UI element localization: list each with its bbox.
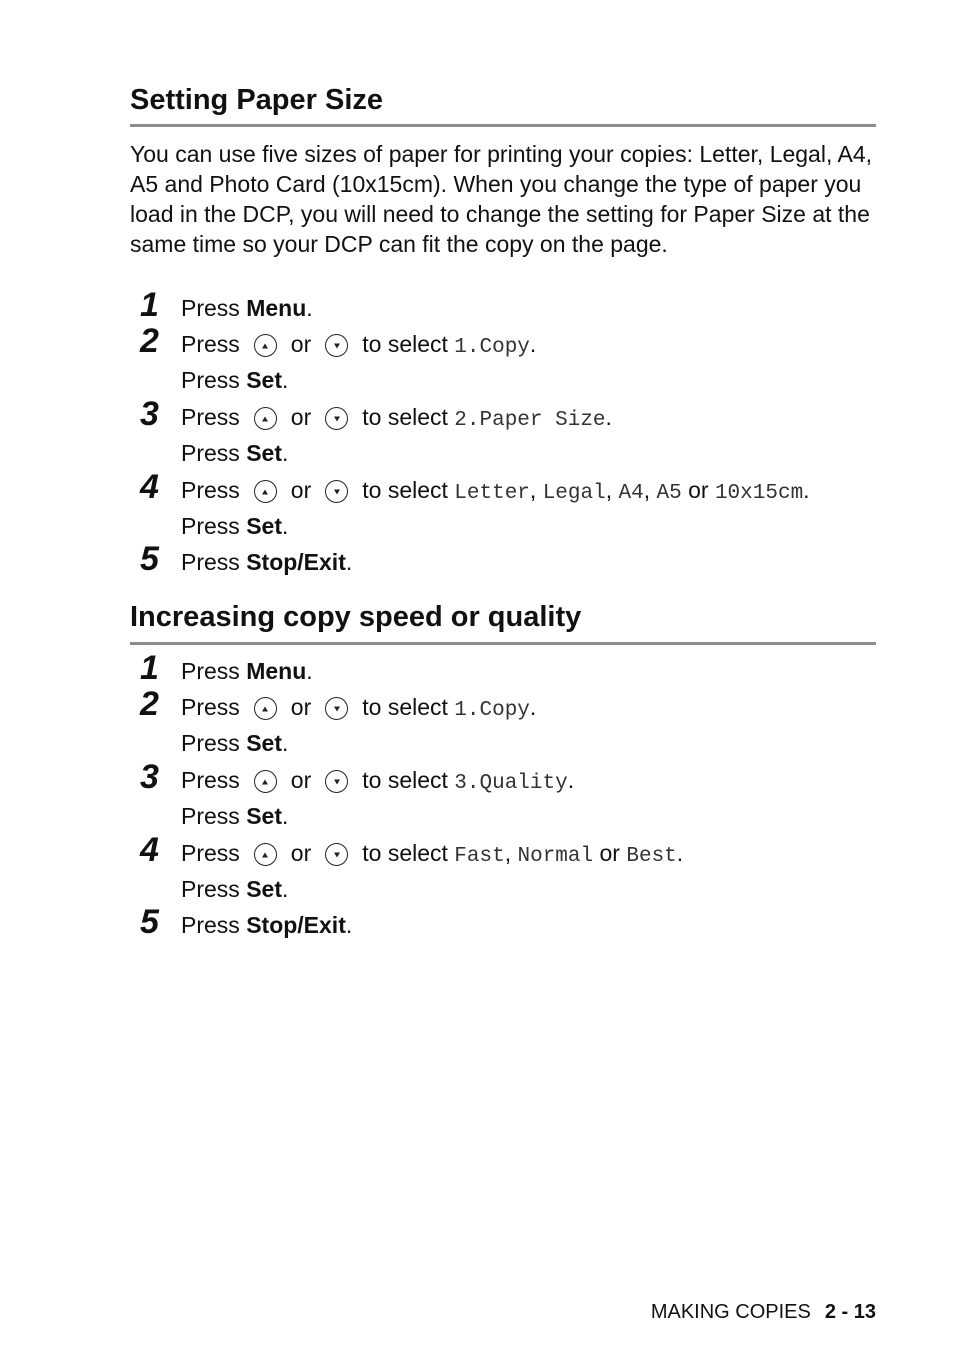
- lcd-option: A5: [656, 482, 682, 505]
- punct: ,: [504, 840, 512, 866]
- punct: .: [605, 404, 612, 430]
- step-line: [181, 801, 288, 831]
- step-line: [181, 438, 288, 468]
- step-text: or: [290, 840, 312, 866]
- step-text: to select: [362, 840, 448, 866]
- step-text: to select: [362, 404, 448, 430]
- step-text: to select: [362, 694, 448, 720]
- menu-key-label: Menu: [246, 658, 307, 684]
- step-line: [181, 910, 352, 940]
- step-line: [181, 402, 612, 436]
- punct: .: [281, 803, 289, 829]
- step-text: or: [688, 477, 709, 503]
- up-arrow-key-icon: [254, 843, 277, 866]
- step-text: Press: [181, 876, 240, 902]
- section-rule: [130, 642, 876, 645]
- punct: .: [306, 658, 313, 684]
- punct: .: [567, 767, 575, 793]
- page-footer: [651, 1299, 876, 1325]
- step-number: 2: [140, 685, 159, 723]
- punct: .: [306, 295, 313, 321]
- step-text: or: [290, 404, 312, 430]
- step-text: Press: [181, 477, 240, 503]
- set-key-label: Set: [246, 876, 282, 902]
- step-text: or: [290, 331, 312, 357]
- step-text: Press: [181, 404, 240, 430]
- step-text: Press: [181, 513, 240, 539]
- step-text: Press: [181, 803, 240, 829]
- step-line: [181, 765, 574, 799]
- punct: .: [281, 730, 289, 756]
- up-arrow-key-icon: [254, 480, 277, 503]
- menu-key-label: Menu: [246, 295, 307, 321]
- stop-exit-key-label: Stop/Exit: [246, 912, 346, 938]
- step-text: to select: [362, 331, 448, 357]
- punct: .: [281, 440, 289, 466]
- punct: ,: [605, 477, 613, 503]
- lcd-option: Normal: [517, 845, 594, 868]
- step-line: [181, 547, 352, 577]
- step-text: Press: [181, 694, 240, 720]
- step-text: Press: [181, 912, 240, 938]
- step-line: [181, 329, 536, 363]
- step-number: 5: [140, 540, 159, 578]
- step-line: [181, 838, 683, 872]
- step-text: Press: [181, 730, 240, 756]
- punct: .: [676, 840, 684, 866]
- step-number: 1: [140, 286, 159, 324]
- punct: ,: [529, 477, 537, 503]
- punct: .: [529, 694, 537, 720]
- step-text: or: [290, 767, 312, 793]
- punct: .: [281, 876, 289, 902]
- lcd-option: Legal: [542, 482, 606, 505]
- step-number: 2: [140, 322, 159, 360]
- step-number: 4: [140, 468, 159, 506]
- step-number: 1: [140, 649, 159, 687]
- down-arrow-key-icon: [325, 334, 348, 357]
- step-text: Press: [181, 331, 240, 357]
- step-text: Press: [181, 658, 240, 684]
- step-number: 3: [140, 758, 159, 796]
- step-text: Press: [181, 767, 240, 793]
- set-key-label: Set: [246, 730, 282, 756]
- down-arrow-key-icon: [325, 843, 348, 866]
- set-key-label: Set: [246, 440, 282, 466]
- lcd-option: 1.Copy: [454, 699, 530, 722]
- step-text: to select: [362, 767, 448, 793]
- up-arrow-key-icon: [254, 334, 277, 357]
- section-title-paper-size: Setting Paper Size: [130, 84, 384, 116]
- lcd-option: Fast: [454, 845, 505, 868]
- down-arrow-key-icon: [325, 407, 348, 430]
- intro-paragraph: You can use five sizes of paper for printing your copies: Letter, Legal, A4, A5 and Photo Card (10x15cm). When you change the type of paper you load in the DCP, you will need to change the setting for Paper Size at the same time so your DCP can fit the copy on the page.: [130, 141, 872, 257]
- step-text: Press: [181, 295, 240, 321]
- step-text: to select: [362, 477, 448, 503]
- step-line: [181, 511, 288, 541]
- step-number: 3: [140, 395, 159, 433]
- down-arrow-key-icon: [325, 770, 348, 793]
- punct: .: [281, 513, 289, 539]
- step-text: Press: [181, 440, 240, 466]
- step-text: or: [599, 840, 620, 866]
- stop-exit-key-label: Stop/Exit: [246, 549, 346, 575]
- up-arrow-key-icon: [254, 697, 277, 720]
- set-key-label: Set: [246, 367, 282, 393]
- punct: .: [803, 477, 810, 503]
- step-line: [181, 475, 810, 509]
- lcd-option: 1.Copy: [454, 336, 530, 359]
- lcd-option: Best: [626, 845, 677, 868]
- footer-chapter: MAKING COPIES: [650, 1301, 811, 1323]
- lcd-option: 2.Paper Size: [454, 409, 606, 432]
- step-line: [181, 728, 288, 758]
- step-number: 5: [140, 903, 159, 941]
- punct: ,: [643, 477, 651, 503]
- punct: .: [345, 912, 353, 938]
- step-text: or: [290, 694, 312, 720]
- punct: .: [529, 331, 537, 357]
- up-arrow-key-icon: [254, 407, 277, 430]
- step-line: [181, 874, 288, 904]
- step-text: Press: [181, 367, 240, 393]
- step-line: [181, 365, 288, 395]
- section-title-copy-quality: Increasing copy speed or quality: [130, 601, 582, 633]
- up-arrow-key-icon: [254, 770, 277, 793]
- punct: .: [281, 367, 289, 393]
- step-text: or: [290, 477, 312, 503]
- lcd-option: 10x15cm: [714, 482, 804, 505]
- lcd-option: 3.Quality: [454, 772, 568, 795]
- down-arrow-key-icon: [325, 480, 348, 503]
- step-text: Press: [181, 840, 240, 866]
- punct: .: [345, 549, 353, 575]
- section-rule: [130, 124, 876, 127]
- step-number: 4: [140, 831, 159, 869]
- footer-page-number: 2 - 13: [824, 1301, 876, 1323]
- set-key-label: Set: [246, 513, 282, 539]
- step-text: Press: [181, 549, 240, 575]
- lcd-option: Letter: [454, 482, 530, 505]
- step-line: [181, 656, 313, 686]
- step-line: [181, 692, 536, 726]
- down-arrow-key-icon: [325, 697, 348, 720]
- set-key-label: Set: [246, 803, 282, 829]
- lcd-option: A4: [618, 482, 644, 505]
- step-line: [181, 293, 313, 323]
